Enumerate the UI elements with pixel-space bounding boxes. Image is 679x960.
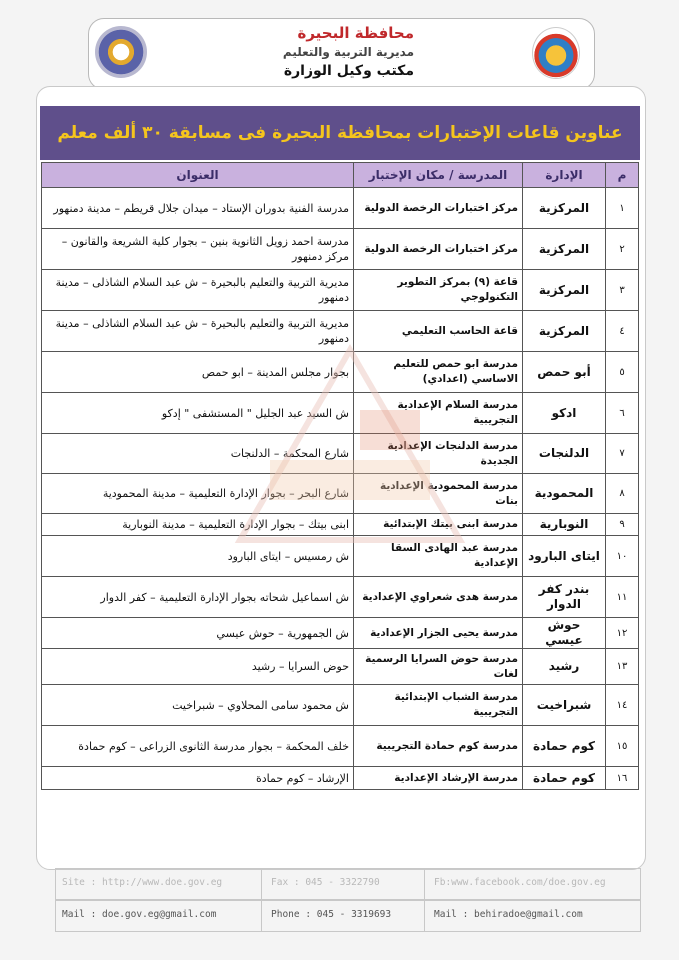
directorate-name: مديرية التربية والتعليم bbox=[282, 45, 414, 59]
row-address: الإرشاد – كوم حمادة bbox=[42, 767, 354, 790]
row-school: مدرسة حوض السرايا الرسمية لغات bbox=[354, 649, 523, 685]
row-school: مركز اختبارات الرخصة الدولية bbox=[354, 188, 523, 229]
row-administration: رشيد bbox=[523, 649, 606, 685]
row-number: ٥ bbox=[606, 352, 639, 393]
table-row bbox=[42, 685, 639, 726]
table-row bbox=[42, 188, 639, 229]
row-address: مديرية التربية والتعليم بالبحيرة – ش عبد السلام الشاذلى – مدينة دمنهور bbox=[42, 270, 354, 311]
table-row bbox=[42, 726, 639, 767]
letterhead bbox=[88, 18, 595, 90]
row-address: ش اسماعيل شحاته بجوار الإدارة التعليمية – كفر الدوار bbox=[42, 577, 354, 618]
row-number: ١٤ bbox=[606, 685, 639, 726]
footer-facebook: Fb:www.facebook.com/doe.gov.eg bbox=[434, 877, 606, 888]
row-address: بجوار مجلس المدينة – ابو حمص bbox=[42, 352, 354, 393]
row-administration: بندر كفر الدوار bbox=[523, 577, 606, 618]
row-administration: المحمودية bbox=[523, 474, 606, 514]
row-school: مدرسة ابو حمص للتعليم الاساسي (اعدادي) bbox=[354, 352, 523, 393]
governorate-name: محافظة البحيرة bbox=[297, 24, 414, 42]
row-administration: المركزية bbox=[523, 270, 606, 311]
table-row bbox=[42, 393, 639, 434]
row-number: ١١ bbox=[606, 577, 639, 618]
row-address: ش الجمهورية – حوش عيسي bbox=[42, 618, 354, 649]
table-row bbox=[42, 577, 639, 618]
row-school: مدرسة يحيى الجزار الإعدادية bbox=[354, 618, 523, 649]
row-address: ش السيد عبد الجليل " المستشفى " إدكو bbox=[42, 393, 354, 434]
row-administration: المركزية bbox=[523, 311, 606, 352]
row-address: خلف المحكمة – بجوار مدرسة الثانوى الزراعى – كوم حمادة bbox=[42, 726, 354, 767]
office-name: مكتب وكيل الوزارة bbox=[283, 63, 414, 79]
row-school: قاعة (٩) بمركز التطوير التكنولوجي bbox=[354, 270, 523, 311]
row-administration: كوم حمادة bbox=[523, 726, 606, 767]
row-administration: أبو حمص bbox=[523, 352, 606, 393]
row-school: مدرسة كوم حمادة التجريبية bbox=[354, 726, 523, 767]
footer-mail-secondary: Mail : behiradoe@gmail.com bbox=[434, 909, 583, 920]
table-row bbox=[42, 229, 639, 270]
row-address: شارع المحكمة – الدلنجات bbox=[42, 434, 354, 474]
contact-footer bbox=[55, 868, 639, 936]
column-header-number: م bbox=[606, 163, 639, 188]
row-address: ابنى بيتك – بجوار الإدارة التعليمية – مدينة النوبارية bbox=[42, 514, 354, 536]
row-number: ٧ bbox=[606, 434, 639, 474]
row-school: مدرسة ابنى بيتك الإبتدائية bbox=[354, 514, 523, 536]
row-number: ٦ bbox=[606, 393, 639, 434]
row-address: مديرية التربية والتعليم بالبحيرة – ش عبد السلام الشاذلى – مدينة دمنهور bbox=[42, 311, 354, 352]
row-address: ش رمسيس – ايتاى البارود bbox=[42, 536, 354, 577]
table-row bbox=[42, 311, 639, 352]
row-school: مدرسة الإرشاد الإعدادية bbox=[354, 767, 523, 790]
row-address: حوض السرايا – رشيد bbox=[42, 649, 354, 685]
row-administration: النوبارية bbox=[523, 514, 606, 536]
table-row bbox=[42, 434, 639, 474]
row-administration: ادكو bbox=[523, 393, 606, 434]
row-administration: الدلنجات bbox=[523, 434, 606, 474]
row-number: ٨ bbox=[606, 474, 639, 514]
table-row bbox=[42, 767, 639, 790]
table-row bbox=[42, 352, 639, 393]
row-number: ١٠ bbox=[606, 536, 639, 577]
row-administration: المركزية bbox=[523, 229, 606, 270]
column-header-address: العنوان bbox=[42, 163, 354, 188]
table-body bbox=[42, 188, 639, 790]
row-number: ٢ bbox=[606, 229, 639, 270]
table-row bbox=[42, 536, 639, 577]
row-address: مدرسة الفنية بدوران الإستاد – ميدان جلال قريطم – مدينة دمنهور bbox=[42, 188, 354, 229]
row-school: مدرسة هدى شعراوي الإعدادية bbox=[354, 577, 523, 618]
row-address: مدرسة احمد زويل الثانوية بنين – بجوار كلية الشريعة والقانون – مركز دمنهور bbox=[42, 229, 354, 270]
column-header-administration: الإدارة bbox=[523, 163, 606, 188]
row-school: مدرسة الشباب الإبتدائية التجريبية bbox=[354, 685, 523, 726]
footer-row-bottom bbox=[55, 900, 641, 932]
row-number: ٣ bbox=[606, 270, 639, 311]
row-administration: شبراخيت bbox=[523, 685, 606, 726]
footer-phone: Phone : 045 - 3319693 bbox=[271, 909, 392, 920]
footer-row-top bbox=[55, 868, 641, 900]
footer-site: Site : http://www.doe.gov.eg bbox=[62, 877, 223, 888]
table-header-row bbox=[42, 163, 639, 188]
row-school: مدرسة عبد الهادى السقا الإعدادية bbox=[354, 536, 523, 577]
row-number: ٤ bbox=[606, 311, 639, 352]
row-administration: كوم حمادة bbox=[523, 767, 606, 790]
table-row bbox=[42, 618, 639, 649]
row-number: ١٣ bbox=[606, 649, 639, 685]
row-administration: حوش عيسي bbox=[523, 618, 606, 649]
row-address: ش محمود سامى المحلاوي – شبراخيت bbox=[42, 685, 354, 726]
row-number: ١٢ bbox=[606, 618, 639, 649]
row-school: مدرسة المحمودية الإعدادية بنات bbox=[354, 474, 523, 514]
document-title: عناوين قاعات الإختبارات بمحافظة البحيرة فى مسابقة ٣٠ ألف معلم bbox=[40, 106, 640, 160]
table-row bbox=[42, 270, 639, 311]
footer-fax: Fax : 045 - 3322790 bbox=[271, 877, 380, 888]
table-row bbox=[42, 514, 639, 536]
table-row bbox=[42, 474, 639, 514]
row-number: ١٦ bbox=[606, 767, 639, 790]
footer-mail-primary: Mail : doe.gov.eg@gmail.com bbox=[62, 909, 217, 920]
row-school: مركز اختبارات الرخصة الدولية bbox=[354, 229, 523, 270]
row-number: ١ bbox=[606, 188, 639, 229]
row-administration: المركزية bbox=[523, 188, 606, 229]
row-address: شارع البحر – بجوار الإدارة التعليمية – مدينة المحمودية bbox=[42, 474, 354, 514]
governorate-logo-icon bbox=[532, 27, 580, 79]
exam-halls-table bbox=[41, 162, 639, 790]
row-administration: ايتاى البارود bbox=[523, 536, 606, 577]
directorate-logo-icon bbox=[95, 26, 147, 78]
row-school: مدرسة الدلنجات الإعدادية الجديدة bbox=[354, 434, 523, 474]
row-number: ٩ bbox=[606, 514, 639, 536]
table-row bbox=[42, 649, 639, 685]
row-school: مدرسة السلام الإعدادية التجريبية bbox=[354, 393, 523, 434]
row-number: ١٥ bbox=[606, 726, 639, 767]
column-header-school: المدرسة / مكان الإختبار bbox=[354, 163, 523, 188]
row-school: قاعة الحاسب التعليمي bbox=[354, 311, 523, 352]
